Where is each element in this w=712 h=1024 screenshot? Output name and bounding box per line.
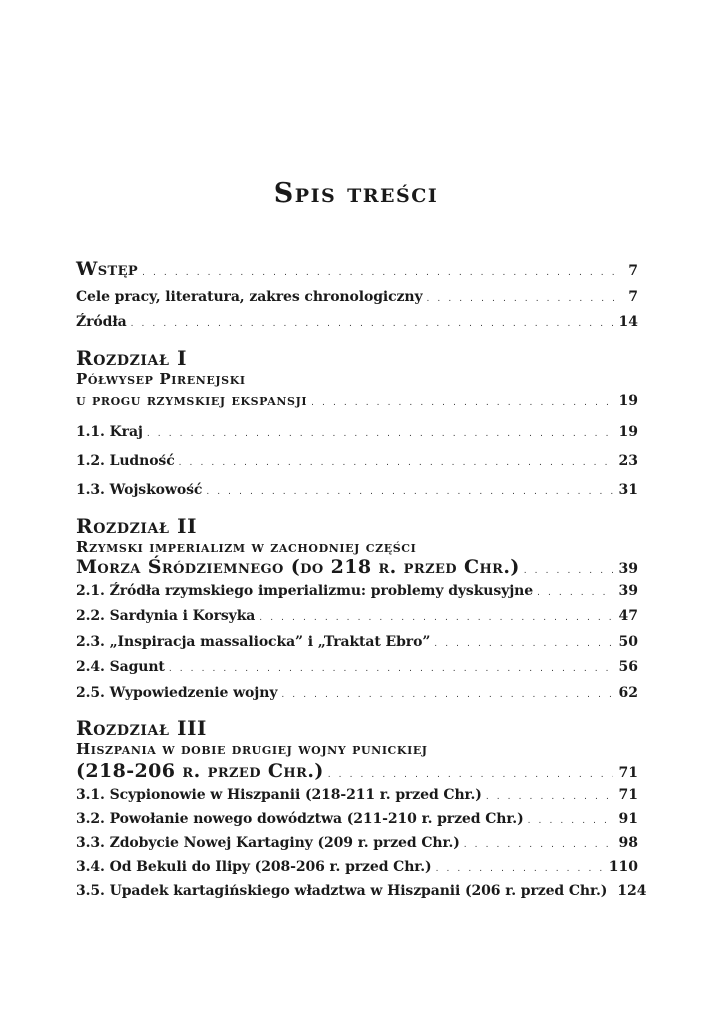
toc-entry[interactable] — [76, 634, 638, 650]
toc-entry-label: 2.2. Sardynia i Korsyka — [76, 608, 256, 624]
dot-leader — [311, 398, 612, 408]
chapter-number: Rozdział III — [76, 716, 207, 740]
toc-page-number: 71 — [618, 787, 638, 803]
toc-page-number: 7 — [628, 263, 638, 279]
dot-leader — [131, 319, 613, 329]
toc-page-number: 110 — [608, 859, 638, 875]
toc-entry[interactable] — [76, 482, 638, 498]
toc-entry[interactable] — [76, 289, 638, 305]
chapter-title: Półwysep Pirenejski — [76, 370, 246, 388]
dot-leader — [427, 294, 623, 304]
toc-page-number: 31 — [618, 482, 638, 498]
toc-page-number: 39 — [618, 561, 638, 577]
dot-leader — [464, 840, 613, 850]
chapter-number: Rozdział I — [76, 346, 188, 370]
toc-entry-label: 3.3. Zdobycie Nowej Kartaginy (209 r. przed Chr.) — [76, 835, 460, 851]
toc-page-number: 39 — [618, 583, 638, 599]
toc-entry-label: 3.5. Upadek kartagińskiego władztwa w Hiszpanii (206 r. przed Chr.) — [76, 883, 608, 899]
dot-leader — [524, 566, 613, 576]
toc-entry-label: 2.3. „Inspiracja massaliocka” i „Traktat Ebro” — [76, 634, 431, 650]
toc-entry-intro[interactable] — [76, 258, 638, 280]
toc-entry[interactable] — [76, 883, 647, 899]
chapter-title: Hiszpania w dobie drugiej wojny punickiej — [76, 740, 428, 758]
toc-entry[interactable] — [76, 424, 638, 440]
toc-entry-chapter[interactable] — [76, 556, 638, 578]
toc-page-number: 62 — [618, 685, 638, 701]
toc-page-number: 56 — [618, 659, 638, 675]
toc-entry[interactable] — [76, 859, 638, 875]
dot-leader — [147, 429, 613, 439]
toc-page-number: 91 — [618, 811, 638, 827]
toc-entry-label: 2.4. Sagunt — [76, 659, 165, 675]
page-title: Spis treści — [273, 178, 439, 209]
toc-entry-label: 2.1. Źródła rzymskiego imperializmu: problemy dyskusyjne — [76, 583, 534, 599]
toc-entry-label: 1.1. Kraj — [76, 424, 143, 440]
toc-page-number: 71 — [618, 765, 638, 781]
toc-entry-label: 1.2. Ludność — [76, 453, 175, 469]
chapter-title: u progu rzymskiej ekspansji — [76, 391, 308, 409]
dot-leader — [328, 770, 613, 780]
toc-entry-label: 3.4. Od Bekuli do Ilipy (208-206 r. przed Chr.) — [76, 859, 432, 875]
toc-entry[interactable] — [76, 811, 638, 827]
toc-page-number: 50 — [618, 634, 638, 650]
toc-entry[interactable] — [76, 787, 638, 803]
toc-entry[interactable] — [76, 608, 638, 624]
toc-page-number: 47 — [618, 608, 638, 624]
dot-leader — [281, 690, 612, 700]
toc-entry[interactable] — [76, 453, 638, 469]
dot-leader — [179, 458, 613, 468]
toc-page-number: 7 — [628, 289, 638, 305]
toc-entry[interactable] — [76, 685, 638, 701]
dot-leader — [528, 816, 613, 826]
dot-leader — [434, 639, 612, 649]
toc-entry-label: 1.3. Wojskowość — [76, 482, 203, 498]
toc-entry-label: 2.5. Wypowiedzenie wojny — [76, 685, 278, 701]
toc-entry-label: Wstęp — [76, 258, 139, 280]
chapter-title: (218-206 r. przed Chr.) — [76, 760, 324, 782]
chapter-title: Rzymski imperializm w zachodniej części — [76, 538, 417, 556]
toc-entry-label: Źródła — [76, 314, 127, 330]
toc-entry-chapter[interactable] — [76, 391, 638, 409]
dot-leader — [142, 268, 622, 278]
toc-page-number: 98 — [618, 835, 638, 851]
toc-entry-label: Cele pracy, literatura, zakres chronologiczny — [76, 289, 423, 305]
toc-page-number: 19 — [618, 393, 638, 409]
toc-entry[interactable] — [76, 314, 638, 330]
toc-entry[interactable] — [76, 583, 638, 599]
toc-page-number: 124 — [617, 883, 647, 899]
dot-leader — [169, 664, 613, 674]
toc-entry[interactable] — [76, 659, 638, 675]
dot-leader — [537, 588, 612, 598]
toc-page-number: 23 — [618, 453, 638, 469]
toc-entry[interactable] — [76, 835, 638, 851]
toc-entry-chapter[interactable] — [76, 760, 638, 782]
dot-leader — [486, 792, 613, 802]
chapter-number: Rozdział II — [76, 514, 198, 538]
chapter-title: Morza Śródziemnego (do 218 r. przed Chr.) — [76, 556, 520, 578]
toc-page-number: 19 — [618, 424, 638, 440]
toc-page-number: 14 — [618, 314, 638, 330]
toc-entry-label: 3.1. Scypionowie w Hiszpanii (218-211 r. przed Chr.) — [76, 787, 482, 803]
toc-entry-label: 3.2. Powołanie nowego dowództwa (211-210 r. przed Chr.) — [76, 811, 524, 827]
dot-leader — [436, 864, 603, 874]
dot-leader — [259, 613, 612, 623]
dot-leader — [206, 487, 612, 497]
